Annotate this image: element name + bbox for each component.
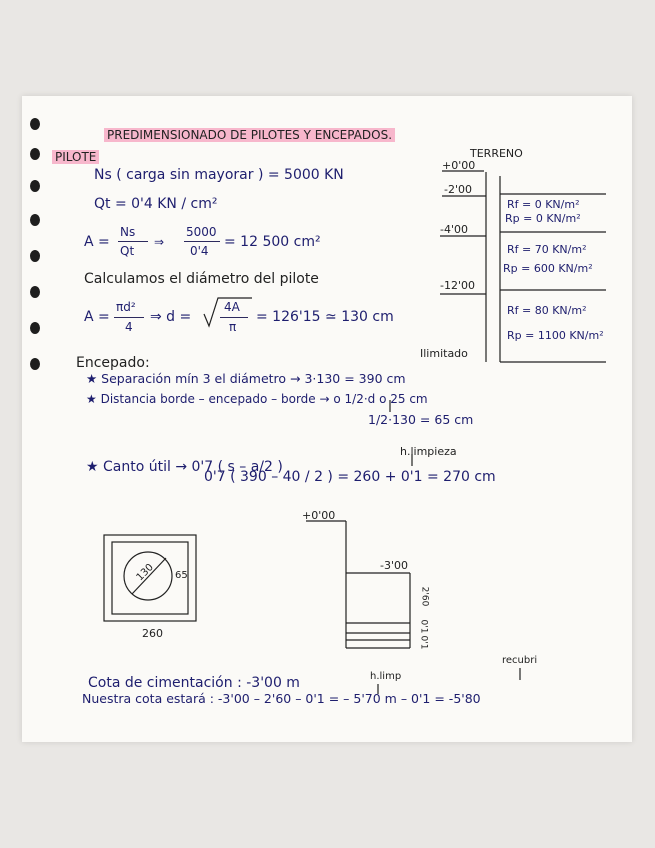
- diam-den: 4: [125, 320, 133, 334]
- encepado-title: Encepado:: [76, 355, 150, 371]
- top-level: +0'00: [302, 509, 336, 522]
- arrow-1: ⇒: [154, 235, 165, 249]
- distancia-line: ★ Distancia borde – encepado – borde → o 1/2·d o 25 cm: [86, 392, 428, 406]
- terrain-level: -12'00: [440, 279, 475, 292]
- terrain-level: Ilimitado: [420, 347, 468, 360]
- dim-01: 0'1: [418, 635, 429, 650]
- fraction-bar: [118, 241, 148, 242]
- side-label: 65: [175, 570, 188, 581]
- hlimp-note: h.limp: [370, 671, 402, 682]
- qt-line: Qt = 0'4 KN / cm²: [94, 196, 218, 212]
- terrain-rp: Rp = 600 KN/m²: [503, 262, 593, 275]
- terrain-rp: Rp = 0 KN/m²: [505, 212, 581, 225]
- dim-260: 2'60: [419, 586, 430, 607]
- terrain-level: +0'00: [442, 159, 476, 172]
- cota-line: Cota de cimentación : -3'00 m: [88, 675, 300, 691]
- area-frac1-num: Ns: [120, 225, 136, 239]
- diam-result: = 126'15 ≃ 130 cm: [256, 309, 394, 325]
- diam-num: πd²: [116, 300, 136, 314]
- area-frac2-num: 5000: [186, 225, 217, 239]
- fraction-bar: [184, 241, 220, 242]
- area-frac1-den: Qt: [120, 244, 135, 258]
- pilote-label: PILOTE: [52, 150, 99, 164]
- terrain-rp: Rp = 1100 KN/m²: [507, 329, 604, 342]
- diam-mid: ⇒ d =: [150, 309, 192, 325]
- area-prefix: A =: [84, 234, 110, 250]
- diam-sqrt-den: π: [229, 320, 237, 334]
- ns-line: Ns ( carga sin mayorar ) = 5000 KN: [94, 167, 344, 183]
- fraction-bar: [220, 317, 248, 318]
- bottom-label: 260: [142, 627, 163, 640]
- canto-line: ★ Canto útil → 0'7 ( s – a/2 ): [86, 459, 283, 475]
- area-frac2-den: 0'4: [190, 244, 209, 258]
- diam-prefix: A =: [84, 309, 110, 325]
- terrain-rf: Rf = 70 KN/m²: [507, 243, 587, 256]
- nuestra-line: Nuestra cota estará : -3'00 – 2'60 – 0'1 = – 5'70 m – 0'1 = -5'80: [82, 691, 481, 706]
- fraction-bar: [114, 317, 144, 318]
- distancia-calc: 1/2·130 = 65 cm: [368, 412, 474, 427]
- terrain-title: TERRENO: [470, 147, 523, 160]
- terrain-rf: Rf = 80 KN/m²: [507, 304, 587, 317]
- circle-label: 130: [134, 562, 156, 584]
- dim-01: 0'1: [418, 619, 429, 634]
- hlimpieza-note: h.limpieza: [400, 445, 457, 458]
- area-result: = 12 500 cm²: [224, 234, 321, 250]
- canto-calc: 0'7 ( 390 – 40 / 2 ) = 260 + 0'1 = 270 cm: [204, 469, 496, 485]
- diameter-note: Calculamos el diámetro del pilote: [84, 271, 319, 287]
- recubri-note: recubri: [502, 655, 538, 666]
- terrain-level: -2'00: [444, 183, 472, 196]
- separacion-line: ★ Separación mín 3 el diámetro → 3·130 = 390 cm: [86, 371, 406, 386]
- terrain-level: -4'00: [440, 223, 468, 236]
- diam-sqrt-num: 4A: [224, 300, 240, 314]
- terrain-rf: Rf = 0 KN/m²: [507, 198, 580, 211]
- mid-level: -3'00: [380, 559, 408, 572]
- page-heading: PREDIMENSIONADO DE PILOTES Y ENCEPADOS.: [104, 128, 395, 142]
